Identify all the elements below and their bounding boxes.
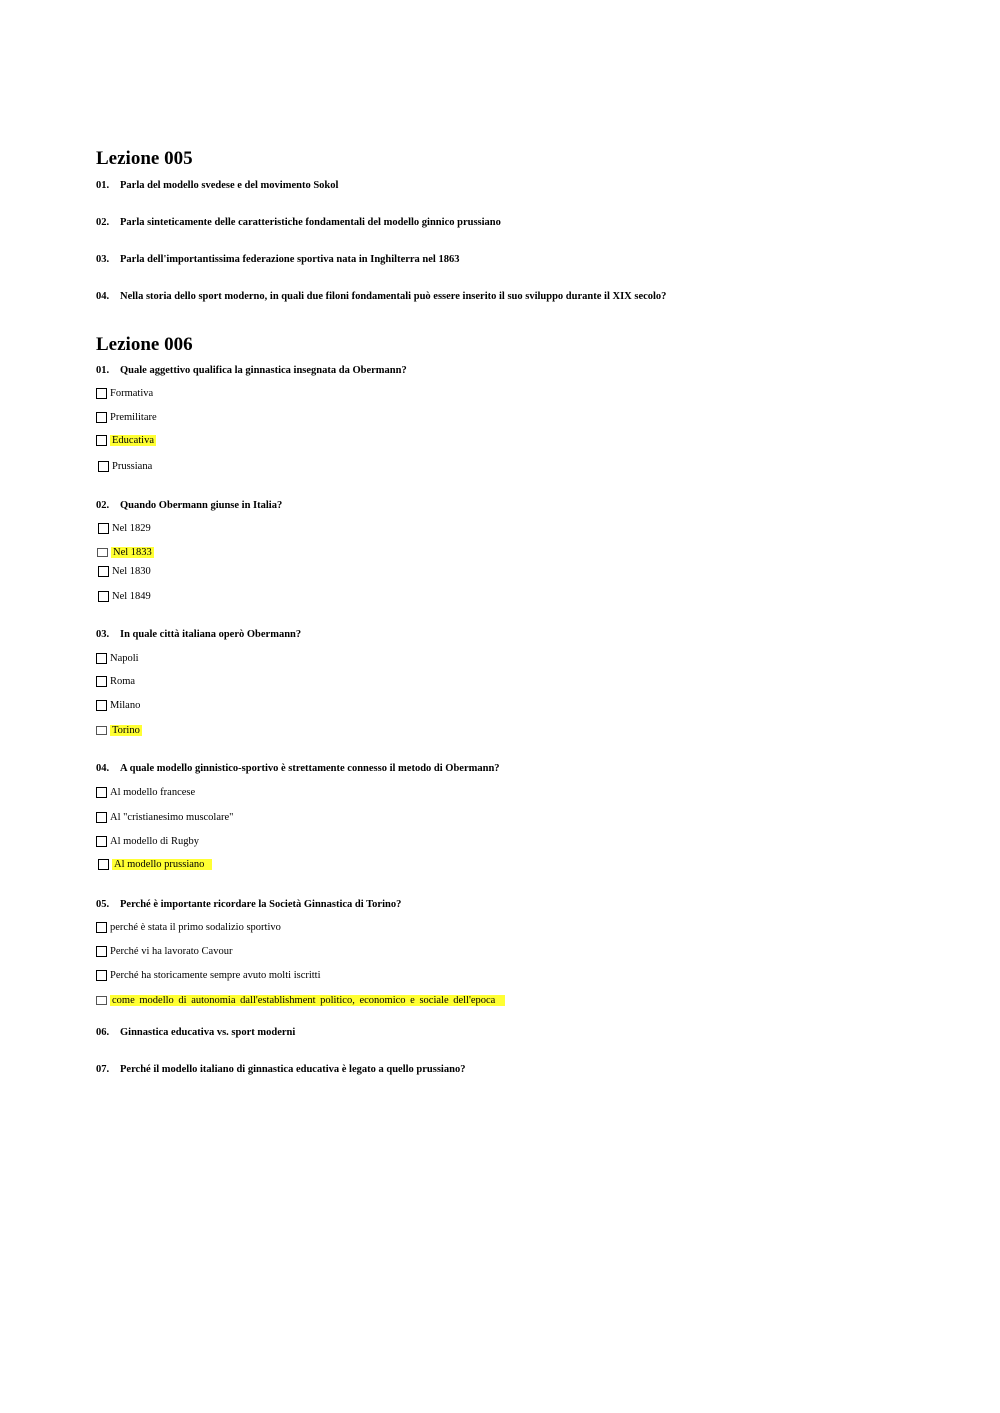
checkbox[interactable] [96,412,107,423]
checkbox[interactable] [96,726,107,735]
question-number: 02. [96,500,110,511]
checkbox[interactable] [96,653,107,664]
option-label: Prussiana [112,461,153,472]
answer-option[interactable] [96,812,233,823]
checkbox[interactable] [96,388,107,399]
checkbox[interactable] [98,591,109,602]
question-number: 01. [96,365,110,376]
question-text: Parla dell'importantissima federazione sportiva nata in Inghilterra nel 1863 [120,254,460,265]
lesson-006-title: Lezione 006 [96,334,193,355]
question-text: Ginnastica educativa vs. sport moderni [120,1027,296,1038]
option-label: Roma [110,676,136,687]
option-label-highlighted: Nel 1833 [113,547,152,558]
checkbox[interactable] [96,970,107,981]
question-text: Perché è importante ricordare la Società Ginnastica di Torino? [120,899,402,910]
question-text: Parla del modello svedese e del movimento Sokol [120,180,339,191]
question-number: 05. [96,899,110,910]
checkbox[interactable] [96,812,107,823]
answer-option[interactable] [98,859,212,870]
question-number: 03. [96,254,110,265]
answer-option[interactable] [96,435,156,446]
question-number: 02. [96,217,110,228]
checkbox[interactable] [96,700,107,711]
checkbox[interactable] [98,566,109,577]
answer-option[interactable] [96,836,199,847]
option-label: Nel 1829 [112,523,151,534]
checkbox[interactable] [96,922,107,933]
answer-option[interactable] [96,922,281,933]
option-label-highlighted: Torino [112,725,140,736]
question-number: 04. [96,291,110,302]
answer-option[interactable] [96,725,142,736]
question-text: Quale aggettivo qualifica la ginnastica insegnata da Obermann? [120,365,407,376]
answer-option[interactable] [98,523,151,534]
option-label-highlighted: come modello di autonomia dall'establishment politico, economico e sociale dell'epoca [110,995,505,1006]
checkbox[interactable] [96,787,107,798]
question-number: 07. [96,1064,110,1075]
answer-option[interactable] [96,787,195,798]
lesson-005-title: Lezione 005 [96,148,193,169]
checkbox[interactable] [96,946,107,957]
question-text: A quale modello ginnistico-sportivo è strettamente connesso il metodo di Obermann? [120,763,500,774]
answer-option[interactable] [98,566,151,577]
option-label: Nel 1849 [112,591,151,602]
question-text: Quando Obermann giunse in Italia? [120,500,283,511]
answer-option[interactable] [96,970,321,981]
answer-option[interactable] [96,676,135,687]
question-text: Parla sinteticamente delle caratteristiche fondamentali del modello ginnico prussiano [120,217,501,228]
answer-option[interactable] [97,547,154,558]
option-label: Premilitare [110,412,157,423]
option-label-highlighted: Educativa [112,435,154,446]
option-label: Perché vi ha lavorato Cavour [110,946,233,957]
answer-option[interactable] [96,700,140,711]
option-label-highlighted: Al modello prussiano [112,859,212,870]
answer-option[interactable] [96,995,505,1006]
question-number: 01. [96,180,110,191]
answer-option[interactable] [96,946,232,957]
option-label: Al modello francese [110,787,196,798]
option-label: Milano [110,700,141,711]
option-label: Formativa [110,388,154,399]
checkbox[interactable] [96,836,107,847]
question-number: 03. [96,629,110,640]
option-label: Napoli [110,653,139,664]
option-label: Nel 1830 [112,566,151,577]
option-label: perché è stata il primo sodalizio sportivo [110,922,281,933]
checkbox[interactable] [96,996,107,1005]
checkbox[interactable] [96,676,107,687]
checkbox[interactable] [98,859,109,870]
question-text: Nella storia dello sport moderno, in quali due filoni fondamentali può essere inserito il suo sviluppo durante il XIX secolo? [120,291,667,302]
option-label: Perché ha storicamente sempre avuto molti iscritti [110,970,321,981]
question-number: 06. [96,1027,110,1038]
question-text: Perché il modello italiano di ginnastica educativa è legato a quello prussiano? [120,1064,466,1075]
answer-option[interactable] [98,461,152,472]
checkbox[interactable] [98,461,109,472]
question-text: In quale città italiana operò Obermann? [120,629,302,640]
option-label: Al modello di Rugby [110,836,199,847]
answer-option[interactable] [96,412,157,423]
answer-option[interactable] [96,388,153,399]
checkbox[interactable] [96,435,107,446]
checkbox[interactable] [98,523,109,534]
checkbox[interactable] [97,548,108,557]
answer-option[interactable] [96,653,139,664]
question-number: 04. [96,763,110,774]
answer-option[interactable] [98,591,151,602]
option-label: Al "cristianesimo muscolare" [110,812,234,823]
